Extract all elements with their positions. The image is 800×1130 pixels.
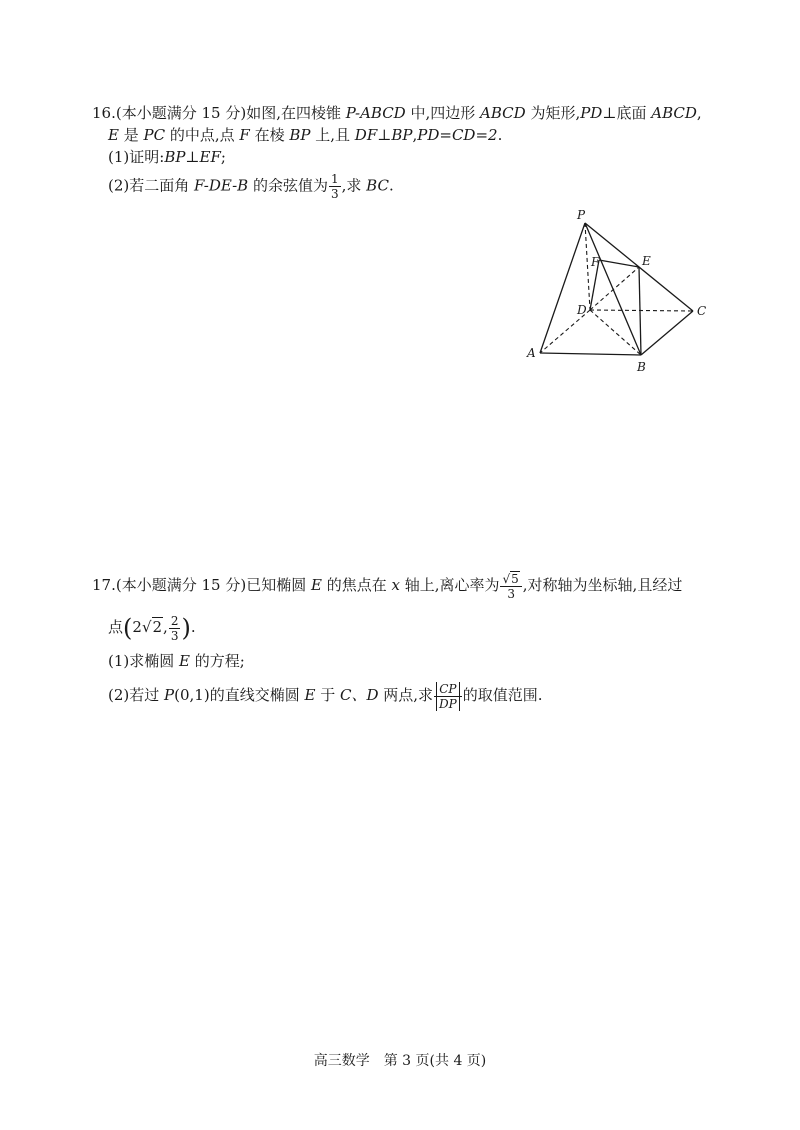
q17-part2-text: 的直线交椭圆 [209, 686, 305, 704]
q16-text: . [497, 126, 503, 144]
q17-x: x [391, 576, 400, 594]
q16-text: 底面 [616, 104, 652, 122]
fraction-numerator: 1 [330, 172, 339, 186]
q16-pyramid: P-ABCD [345, 104, 406, 122]
q16-part2-text: ,求 [341, 176, 367, 195]
q17-text: 的焦点在 [321, 576, 392, 594]
q17-part2-text: 于 [315, 686, 340, 704]
q16-text: 中,四边形 [405, 104, 481, 122]
label-f: F [591, 255, 600, 269]
q17-part-1 [108, 650, 245, 672]
q17-point-coords: (0,1) [174, 686, 210, 704]
q17-score: (本小题满分 15 分) [115, 576, 247, 594]
q16-text: , [696, 104, 702, 122]
q16-perp: ⊥ [602, 104, 617, 122]
q16-number: 16. [92, 104, 116, 122]
q16-df: DF [354, 126, 378, 144]
q17-text: . [190, 618, 196, 636]
segment-db-hidden [590, 310, 641, 355]
page-footer: 高三数学 第 3 页(共 4 页) [313, 1053, 487, 1069]
edge-bc [641, 311, 693, 355]
fraction-denominator: 3 [330, 187, 339, 201]
q16-part-2 [108, 172, 394, 201]
q16-part-1 [108, 146, 226, 168]
q17-text: 轴上,离心率为 [399, 576, 500, 594]
q16-score: (本小题满分 15 分) [115, 104, 247, 122]
fraction-denominator: 3 [170, 628, 179, 643]
q17-eccentricity-fraction [500, 572, 521, 601]
q17-ratio-fraction [434, 682, 462, 711]
q17-e: E [310, 576, 322, 594]
fraction-numerator: 2 [170, 613, 179, 628]
q16-pd: PD [580, 104, 603, 122]
q17-part1-prefix: (1)求椭圆 [108, 652, 180, 670]
fraction-numerator [500, 572, 521, 587]
q16-text: 在棱 [249, 126, 290, 144]
sqrt: √2 [141, 618, 163, 636]
q17-number: 17. [92, 576, 116, 594]
q16-part1-math: BP⊥EF [164, 148, 221, 166]
q17-part-2 [108, 678, 543, 712]
sqrt: √5 [502, 571, 519, 586]
q16-bp: BP [391, 126, 413, 144]
q17-text: 已知椭圆 [246, 576, 311, 594]
q16-part2-text: . [388, 176, 394, 195]
point-x-coefficient: 2 [132, 618, 142, 636]
q16-line-1 [92, 102, 702, 124]
q17-line-1 [92, 570, 682, 601]
q16-perp: ⊥ [377, 126, 392, 144]
q16-part2-text: 的余弦值为 [248, 176, 328, 195]
label-p: P [577, 208, 586, 222]
segment-de-hidden [590, 267, 639, 310]
q16-f: F [239, 126, 250, 144]
q16-text: 上,且 [310, 126, 355, 144]
q17-part1-suffix: 的方程; [189, 652, 245, 670]
label-a: A [527, 346, 536, 360]
abs-dp: DP [436, 697, 460, 711]
q16-equation: PD=CD=2 [417, 126, 498, 144]
segment-fe [599, 260, 639, 267]
q16-bc: BC [366, 176, 389, 195]
radicand: 5 [511, 571, 519, 586]
q17-part2-text: 两点,求 [378, 686, 434, 704]
pyramid-figure [515, 205, 715, 377]
label-e: E [642, 254, 651, 268]
q16-bp: BP [289, 126, 311, 144]
q16-abcd: ABCD [651, 104, 697, 122]
fraction-denominator [434, 697, 462, 711]
q17-points-cd: C、D [339, 686, 379, 704]
q16-part2-prefix: (2)若二面角 [108, 176, 195, 195]
q16-e: E [108, 126, 119, 144]
label-c: C [697, 304, 707, 318]
q16-dihedral-angle: F-DE-B [194, 176, 249, 195]
label-b: B [637, 360, 646, 374]
point-y-fraction [169, 614, 181, 643]
q16-text: , [412, 126, 418, 144]
q16-part1-suffix: ; [220, 148, 226, 166]
q16-abcd: ABCD [480, 104, 526, 122]
edge-pd-hidden [585, 223, 590, 310]
q16-text: 是 [118, 126, 144, 144]
q16-text: 为矩形, [525, 104, 581, 122]
q17-point-prefix: 点 [108, 618, 124, 636]
q17-text: ,对称轴为坐标轴,且经过 [522, 576, 683, 594]
q16-line-2 [108, 124, 502, 146]
edge-ab [540, 353, 641, 355]
q16-part1-prefix: (1)证明: [108, 148, 165, 166]
q16-text: 如图,在四棱锥 [246, 104, 346, 122]
q17-part1-e: E [179, 652, 190, 670]
q17-point-p: P [164, 686, 175, 704]
q17-line-2 [108, 610, 196, 644]
paren-right: ) [181, 614, 191, 642]
q17-part2-text: (2)若过 [108, 686, 165, 704]
q17-part2-text: 的取值范围. [462, 686, 543, 704]
fraction-denominator: 3 [507, 586, 515, 601]
q16-pc: PC [143, 126, 166, 144]
paren-left: ( [123, 614, 133, 642]
label-d: D [577, 303, 587, 317]
radicand: 2 [152, 618, 163, 636]
point-comma: , [163, 618, 168, 636]
fraction-numerator [434, 682, 461, 697]
q17-part2-e: E [304, 686, 316, 704]
edge-dc-hidden [590, 310, 693, 311]
abs-cp: CP [436, 682, 459, 696]
q16-cosine-fraction [329, 172, 341, 201]
q16-text: 的中点,点 [165, 126, 240, 144]
